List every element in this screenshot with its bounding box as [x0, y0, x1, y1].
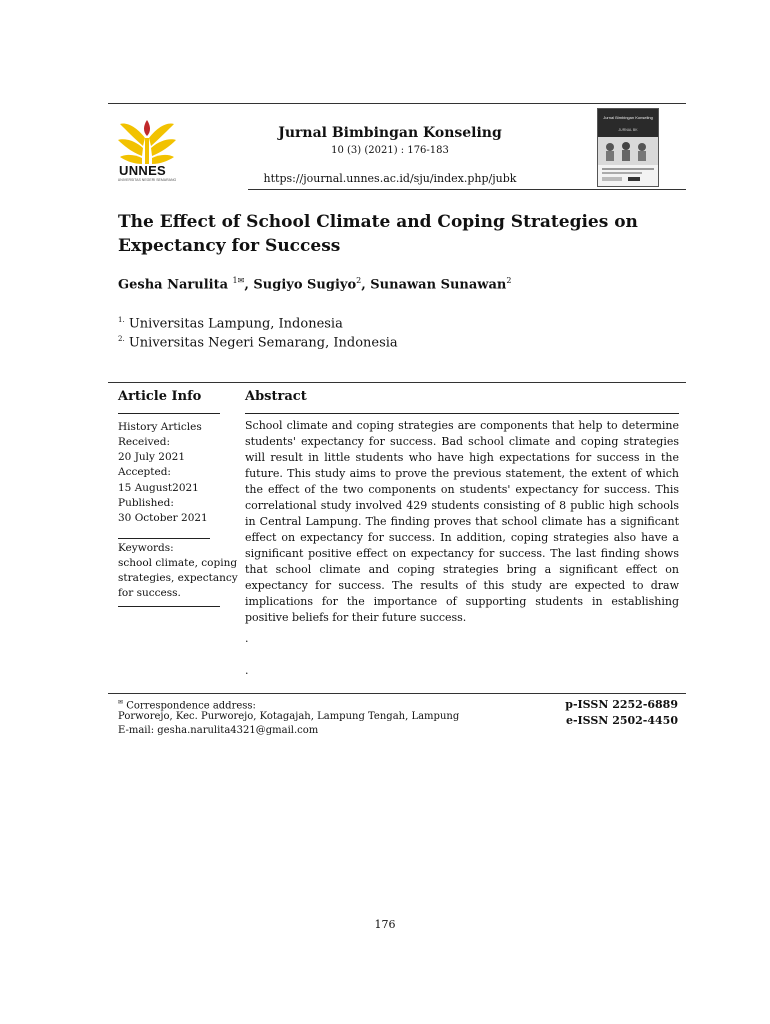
section-rule [108, 382, 686, 383]
journal-volume: 10 (3) (2021) : 176-183 [331, 145, 449, 156]
affiliation-text: Universitas Negeri Semarang, Indonesia [128, 335, 398, 351]
logo-wordmark: UNNES [119, 163, 167, 178]
author-mark: 2 [506, 276, 512, 285]
keyword-line: school climate, coping [118, 557, 238, 569]
received-label: Received: [118, 436, 170, 448]
accepted-label: Accepted: [118, 466, 171, 478]
author-name: Gesha Narulita [118, 277, 229, 293]
journal-cover-image [597, 108, 659, 187]
abstract-heading: Abstract [245, 389, 307, 404]
affiliation [118, 316, 343, 331]
info-underline [118, 538, 210, 539]
affiliation-text: Universitas Lampung, Indonesia [128, 316, 343, 332]
e-issn: e-ISSN 2502-4450 [565, 714, 678, 727]
page-number: 176 [374, 918, 396, 931]
footer-rule [108, 693, 686, 694]
logo-tagline: UNIVERSITAS NEGERI SEMARANG [117, 178, 177, 182]
affiliation [118, 335, 398, 350]
keyword-line: strategies, expectancy [118, 572, 238, 584]
received-date: 20 July 2021 [118, 451, 186, 463]
journal-title: Jurnal Bimbingan Konseling [278, 125, 502, 141]
correspondence-email: E-mail: gesha.narulita4321@gmail.com [118, 725, 319, 736]
accepted-date: 15 August2021 [118, 482, 199, 494]
author-name: Sunawan Sunawan [370, 277, 507, 293]
published-label: Published: [118, 497, 174, 509]
abstract-dot: . [245, 664, 249, 677]
abstract-dot: . [245, 632, 249, 645]
header-top-rule [108, 103, 686, 104]
cover-title: Jurnal Bimbingan Konseling [603, 115, 653, 120]
author-list: Gesha Narulita $^{1✉}$, Sugiyo Sugiyo$^2$, Sunawan Sunawan$^2$ [118, 276, 512, 293]
article-info-heading: Article Info [118, 389, 202, 404]
affiliation-number: 2. [118, 335, 125, 343]
abstract-text: School climate and coping strategies are components that help to determine students' expectancy for success. Bad school climate and coping strategies will result in little students who have high expectations for success in the future. This study aims to prove the previous statement, the extent of which the effect of the two components on students' expectancy for success. This correlational study involved 429 students consisting of 8 public high schools in Central Lampung. The finding proves that school climate has a significant effect on expectancy for success. In addition, coping strategies also have a significant positive effect on expectancy for success. The last finding shows that school climate and coping strategies bring a significant effect on expectancy for success. The results of this study are expected to draw implications for the importance of supporting students in establishing positive beliefs for their future success. [245, 419, 679, 624]
published-date: 30 October 2021 [118, 512, 208, 524]
info-underline [118, 413, 220, 414]
keywords-label: Keywords: [118, 542, 174, 554]
p-issn: p-ISSN 2252-6889 [565, 698, 678, 711]
author-mark: 2 [356, 276, 362, 285]
header-bottom-rule [248, 189, 686, 190]
correspondence-label-text: Correspondence address: [126, 700, 256, 712]
cover-subtitle: JURNAL BK [618, 128, 638, 132]
author-name: Sugiyo Sugiyo [253, 277, 357, 293]
cover-photo-icon [598, 137, 658, 186]
mail-icon: ✉ [118, 699, 124, 706]
correspondence-address: Porworejo, Kec. Purworejo, Kotagajah, Lampung Tengah, Lampung [118, 711, 460, 722]
history-label: History Articles [118, 421, 202, 433]
journal-url-link[interactable]: https://journal.unnes.ac.id/sju/index.php/jubk [263, 172, 517, 185]
affiliation-number: 1. [118, 316, 125, 324]
author-mark: 1✉ [232, 276, 245, 285]
info-underline [118, 606, 220, 607]
paper-title: The Effect of School Climate and Coping Strategies on Expectancy for Success [118, 212, 638, 256]
keyword-line: for success. [118, 587, 181, 599]
abstract-underline [245, 413, 679, 414]
